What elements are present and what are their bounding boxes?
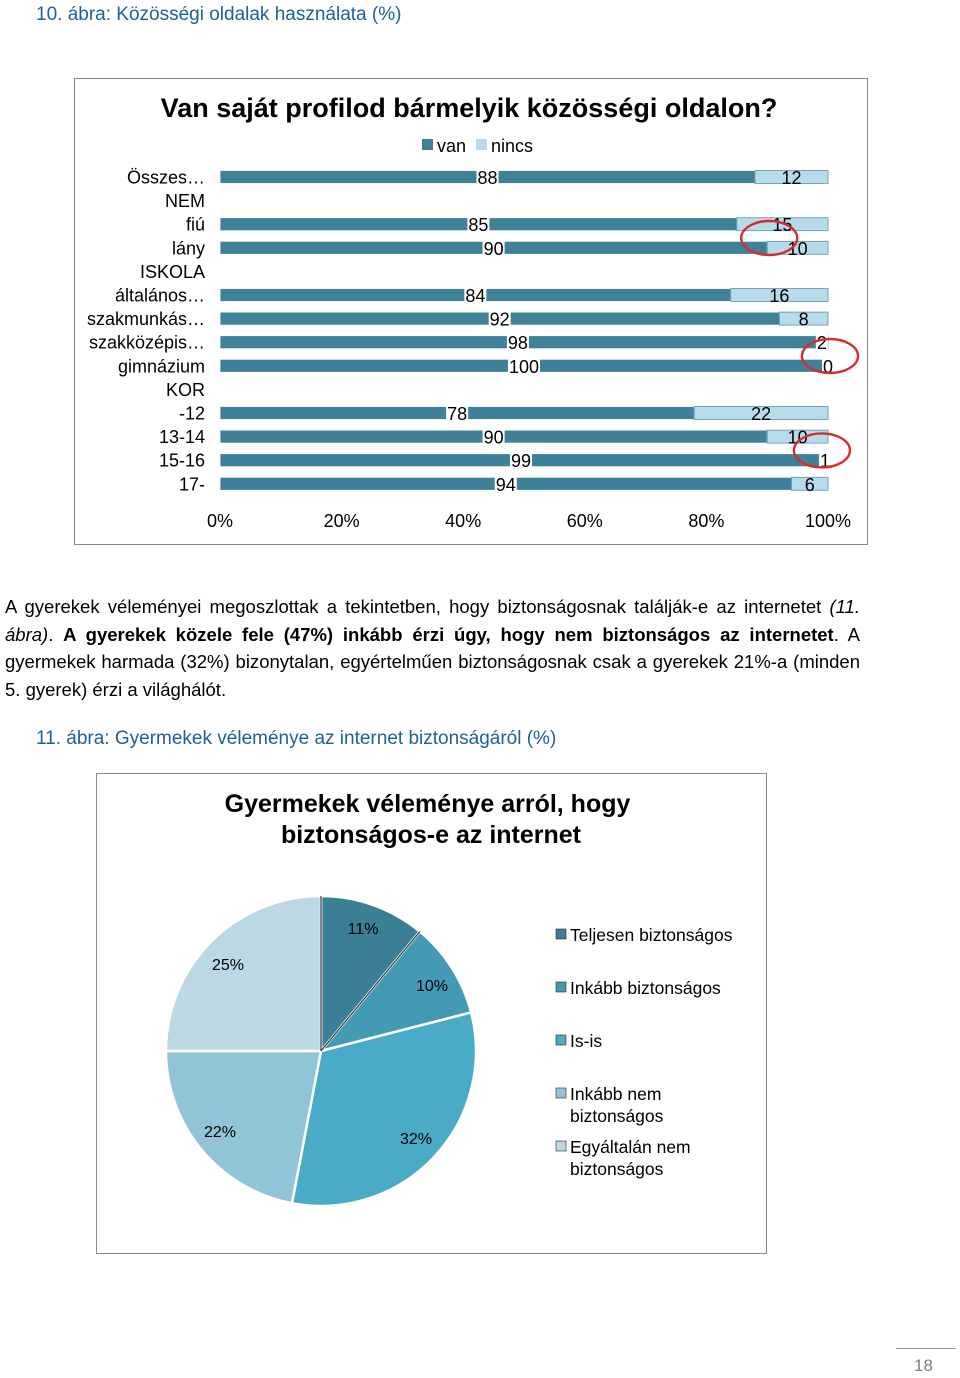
page-number: 18: [914, 1356, 933, 1375]
data-label-van: 88: [477, 168, 498, 188]
data-label-van: 78: [447, 404, 468, 424]
figure-reference: (11. ábra): [5, 596, 860, 645]
category-label: 17-: [178, 474, 205, 495]
category-label: Összes…: [126, 167, 205, 188]
data-label-van: 90: [483, 427, 504, 448]
category-label: -12: [178, 403, 205, 424]
paragraph-text-3: . A gyermekek harmada (32%) bizonytalan, egyértelműen biztonságosnak csak a gyerekek 21%-a (minden 5. gyerek) érzi a világhálót.: [5, 623, 860, 700]
category-label: 15-16: [158, 450, 205, 471]
pie-chart-title-line-2: biztonságos-e az internet: [280, 821, 582, 849]
x-tick-label: 60%: [566, 511, 603, 531]
data-label-nincs: 2: [816, 333, 827, 354]
category-label: szakmunkás…: [86, 309, 205, 330]
data-label-van: 100: [508, 356, 540, 377]
category-label: NEM: [165, 191, 205, 212]
pie-legend-swatch: [556, 1141, 566, 1151]
category-label: lány: [171, 238, 205, 259]
paragraph-text-2: .: [48, 623, 64, 645]
legend-label-nincs: nincs: [491, 136, 534, 156]
pie-legend-swatch: [556, 982, 566, 992]
figure-10-caption: 10. ábra: Közösségi oldalak használata (%): [36, 4, 402, 25]
data-label-van: 85: [468, 215, 489, 236]
pie-legend-label: Teljesen biztonságos: [570, 925, 733, 945]
data-label-van: 92: [489, 309, 510, 330]
data-label-nincs: 12: [781, 168, 802, 188]
data-label-van: 98: [507, 333, 528, 354]
data-label-nincs: 10: [787, 238, 808, 259]
category-label: fiú: [185, 214, 205, 235]
data-label-van: 94: [495, 474, 516, 495]
pie-legend-swatch: [556, 929, 566, 939]
pie-chart-title: [225, 790, 638, 849]
data-label-van: 90: [483, 238, 504, 259]
pie-chart-title-line-1: Gyermekek véleménye arról, hogy: [224, 790, 631, 818]
category-label: KOR: [165, 379, 205, 400]
data-label-nincs: 15: [772, 215, 793, 236]
category-label: szakközépis…: [88, 332, 205, 353]
data-label-nincs: 0: [822, 356, 834, 377]
pie-value-label: 10%: [415, 978, 449, 995]
x-tick-label: 20%: [323, 511, 360, 531]
pie-slices: [166, 896, 476, 1206]
data-label-nincs: 1: [819, 451, 830, 472]
x-tick-label: 80%: [688, 511, 725, 531]
x-tick-label: 40%: [445, 511, 482, 531]
figure-11-caption: 11. ábra: Gyermekek véleménye az internet biztonságáról (%): [36, 728, 557, 749]
paragraph-text-1: A gyerekek véleményei megoszlottak a tekintetben, hogy biztonságosnak találják-e az internetet: [5, 596, 830, 617]
data-label-nincs: 10: [787, 427, 808, 448]
pie-legend: [556, 925, 733, 1179]
bar-chart-title: Van saját profilod bármelyik közösségi oldalon?: [160, 93, 778, 123]
pie-value-label: 25%: [211, 957, 245, 974]
page-number-rule: [896, 1348, 956, 1349]
pie-value-label: 11%: [347, 921, 379, 938]
pie-legend-swatch: [556, 1035, 566, 1045]
data-label-nincs: 8: [798, 309, 809, 330]
data-label-nincs: 6: [804, 474, 815, 495]
data-label-van: 99: [510, 451, 531, 472]
x-tick-label: 0%: [206, 511, 234, 531]
data-label-van: 84: [465, 286, 486, 306]
x-tick-label: 100%: [804, 511, 852, 531]
legend-label-van: van: [437, 136, 467, 156]
data-label-nincs: 22: [751, 404, 772, 424]
pie-legend-label: Inkább biztonságos: [570, 978, 721, 998]
data-label-nincs: 16: [769, 286, 790, 306]
pie-legend-swatch: [556, 1088, 566, 1098]
pie-legend-label: Egyáltalán nem biztonságos: [570, 1137, 691, 1179]
pie-legend-label: Is-is: [570, 1031, 603, 1051]
category-label: általános…: [114, 285, 205, 306]
category-label: ISKOLA: [139, 261, 205, 282]
pie-value-label: 22%: [203, 1124, 237, 1141]
pie-value-label: 32%: [399, 1131, 433, 1148]
category-label: gimnázium: [117, 356, 205, 377]
category-label: 13-14: [158, 427, 205, 448]
paragraph-emphasis: A gyerekek közele fele (47%) inkább érzi úgy, hogy nem biztonságos az internetet: [63, 623, 834, 645]
pie-legend-label: Inkább nem biztonságos: [570, 1084, 664, 1126]
